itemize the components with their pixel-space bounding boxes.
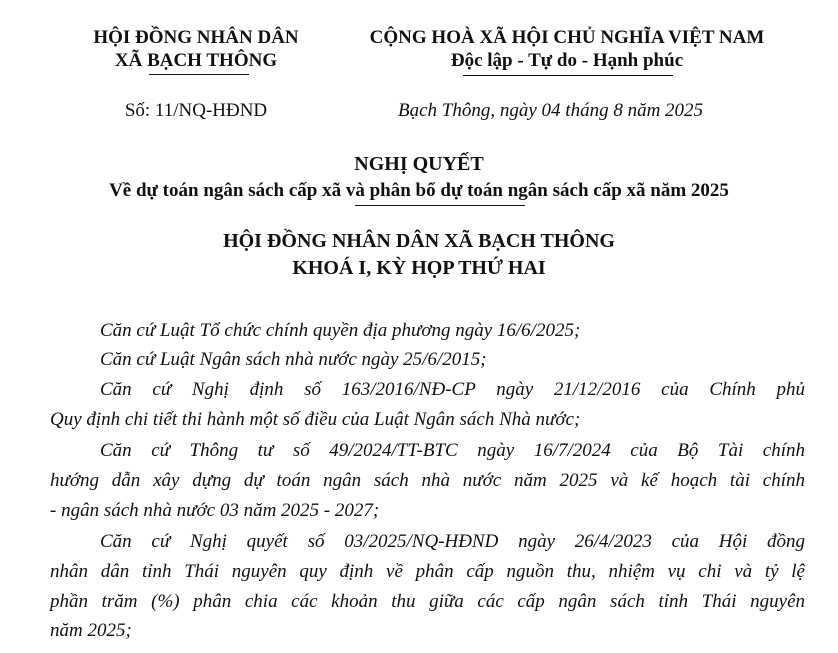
document-type-title: NGHỊ QUYẾT [354, 153, 484, 175]
national-motto: Độc lập - Tự do - Hạnh phúc [450, 50, 684, 71]
basis-2: Căn cứ Luật Ngân sách nhà nước ngày 25/6/2015; [100, 349, 487, 370]
issuing-body-underline [149, 74, 249, 75]
issuing-body-commune: XÃ BẠCH THÔNG [114, 50, 278, 71]
document-number: Số: 11/NQ-HĐND [124, 100, 268, 121]
subject-underline [355, 205, 525, 206]
council-name: HỘI ĐỒNG NHÂN DÂN XÃ BẠCH THÔNG [223, 230, 615, 252]
basis-3-line-2: Quy định chi tiết thi hành một số điều của Luật Ngân sách Nhà nước; [50, 409, 581, 430]
document-subject: Về dự toán ngân sách cấp xã và phân bổ dự toán ngân sách cấp xã năm 2025 [109, 180, 729, 201]
basis-5-line-3: phần trăm (%) phân chia các khoản thu giữa các cấp ngân sách tỉnh Thái nguyên [50, 591, 805, 612]
basis-4-line-3: - ngân sách nhà nước 03 năm 2025 - 2027; [50, 500, 380, 521]
council-session: KHOÁ I, KỲ HỌP THỨ HAI [292, 257, 546, 279]
basis-3-line-1: Căn cứ Nghị định số 163/2016/NĐ-CP ngày 21/12/2016 của Chính phủ [100, 379, 805, 400]
basis-4-line-2: hướng dẫn xây dựng dự toán ngân sách nhà nước năm 2025 và kế hoạch tài chính [50, 470, 805, 491]
basis-5-line-2: nhân dân tỉnh Thái nguyên quy định về phân cấp nguồn thu, nhiệm vụ chi và tỷ lệ [50, 561, 805, 582]
basis-1: Căn cứ Luật Tổ chức chính quyền địa phương ngày 16/6/2025; [100, 320, 581, 341]
national-motto-underline [463, 75, 673, 76]
basis-5-line-4: năm 2025; [50, 620, 132, 641]
basis-4-line-1: Căn cứ Thông tư số 49/2024/TT-BTC ngày 16/7/2024 của Bộ Tài chính [100, 440, 805, 461]
document-date-place: Bạch Thông, ngày 04 tháng 8 năm 2025 [398, 100, 704, 121]
issuing-body-name: HỘI ĐỒNG NHÂN DÂN [93, 27, 299, 48]
basis-5-line-1: Căn cứ Nghị quyết số 03/2025/NQ-HĐND ngày 26/4/2023 của Hội đồng [100, 531, 805, 552]
national-title: CỘNG HOÀ XÃ HỘI CHỦ NGHĨA VIỆT NAM [369, 27, 765, 48]
